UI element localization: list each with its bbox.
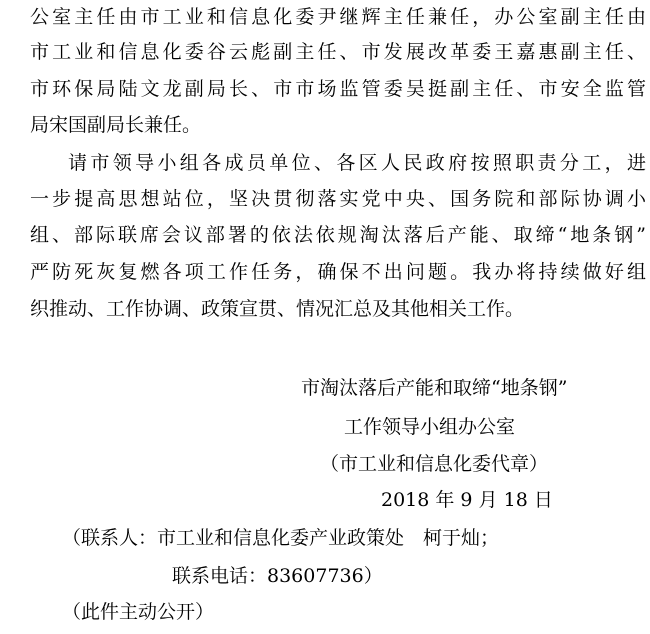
signature-date: 2018 年 9 月 18 日 bbox=[381, 489, 553, 511]
signature-org-line1: 市淘汰落后产能和取缔“地条钢” bbox=[301, 377, 568, 399]
paragraph2-line4: 严防死灰复燃各项工作任务，确保不出问题。我办将持续做好组 bbox=[30, 261, 646, 283]
signature-org-line2: 工作领导小组办公室 bbox=[344, 416, 516, 438]
contact-phone: 联系电话：83607736） bbox=[172, 565, 383, 587]
signature-seal-note: （市工业和信息化委代章） bbox=[320, 453, 549, 475]
paragraph1-line4: 局宋国副局长兼任。 bbox=[30, 114, 202, 136]
paragraph2-line2: 一步提高思想站位，坚决贯彻落实党中央、国务院和部际协调小 bbox=[30, 188, 646, 210]
paragraph2-line3: 组、部际联席会议部署的依法依规淘汰落后产能、取缔“地条钢” bbox=[30, 224, 646, 246]
paragraph1-line2: 市工业和信息化委谷云彪副主任、市发展改革委王嘉惠副主任、 bbox=[30, 41, 646, 63]
paragraph1-line3: 市环保局陆文龙副局长、市市场监管委吴挺副主任、市安全监管 bbox=[30, 78, 646, 100]
paragraph1-line1: 公室主任由市工业和信息化委尹继辉主任兼任，办公室副主任由 bbox=[30, 6, 646, 28]
paragraph2-line5: 织推动、工作协调、政策宣贯、情况汇总及其他相关工作。 bbox=[30, 298, 525, 320]
paragraph2-line1: 请市领导小组各成员单位、各区人民政府按照职责分工，进 bbox=[68, 152, 646, 174]
disclosure-note: （此件主动公开） bbox=[62, 601, 215, 623]
contact-person: （联系人：市工业和信息化委产业政策处 柯于灿； bbox=[62, 527, 500, 549]
